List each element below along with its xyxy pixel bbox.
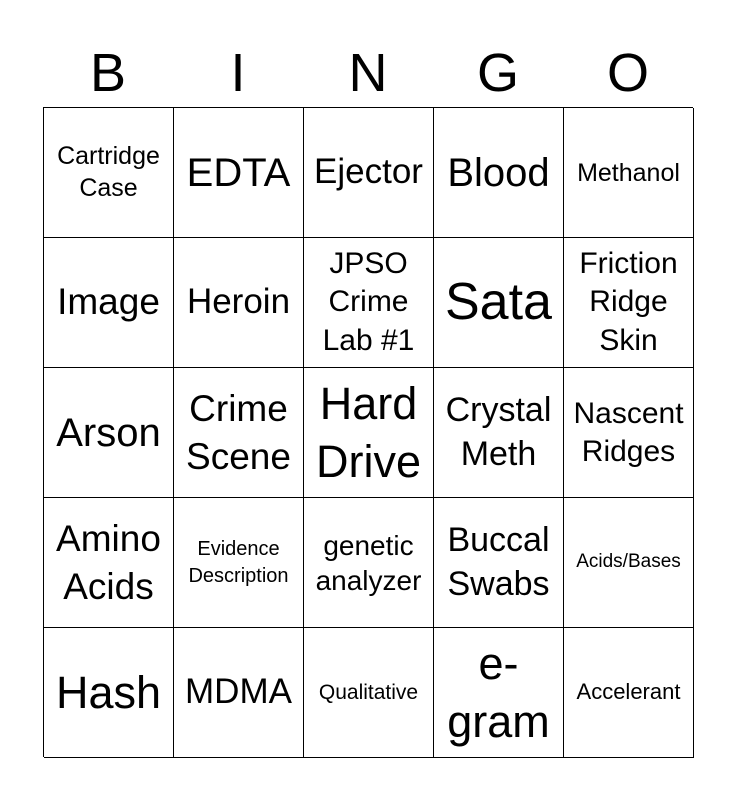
bingo-cell[interactable]: Evidence Description bbox=[174, 498, 304, 628]
bingo-cell[interactable]: Qualitative bbox=[304, 628, 434, 758]
bingo-cell[interactable]: Crime Scene bbox=[174, 368, 304, 498]
bingo-cell[interactable]: Crystal Meth bbox=[434, 368, 564, 498]
header-letter-n: N bbox=[348, 43, 388, 103]
bingo-cell[interactable]: e-gram bbox=[434, 628, 564, 758]
bingo-cell[interactable]: Hash bbox=[44, 628, 174, 758]
bingo-cell[interactable]: Acids/Bases bbox=[564, 498, 694, 628]
bingo-cell[interactable]: MDMA bbox=[174, 628, 304, 758]
bingo-cell[interactable]: Amino Acids bbox=[44, 498, 174, 628]
bingo-cell[interactable]: Accelerant bbox=[564, 628, 694, 758]
bingo-cell[interactable]: Arson bbox=[44, 368, 174, 498]
header-letter-i: I bbox=[230, 43, 246, 103]
bingo-board bbox=[43, 107, 693, 757]
header-letter-g: G bbox=[476, 43, 519, 103]
bingo-cell[interactable]: genetic analyzer bbox=[304, 498, 434, 628]
bingo-cell[interactable]: Sata bbox=[434, 238, 564, 368]
bingo-cell[interactable]: Methanol bbox=[564, 108, 694, 238]
bingo-cell[interactable]: Cartridge Case bbox=[44, 108, 174, 238]
bingo-cell[interactable]: Blood bbox=[434, 108, 564, 238]
bingo-cell[interactable]: Friction Ridge Skin bbox=[564, 238, 694, 368]
header-letter-o: O bbox=[606, 43, 649, 103]
bingo-cell[interactable]: Hard Drive bbox=[304, 368, 434, 498]
bingo-cell[interactable]: Ejector bbox=[304, 108, 434, 238]
bingo-header bbox=[43, 40, 693, 106]
header-letter-b: B bbox=[89, 43, 127, 103]
bingo-cell[interactable]: Nascent Ridges bbox=[564, 368, 694, 498]
bingo-cell[interactable]: Image bbox=[44, 238, 174, 368]
bingo-cell[interactable]: Buccal Swabs bbox=[434, 498, 564, 628]
bingo-cell[interactable]: Heroin bbox=[174, 238, 304, 368]
bingo-cell[interactable]: EDTA bbox=[174, 108, 304, 238]
bingo-cell[interactable]: JPSO Crime Lab #1 bbox=[304, 238, 434, 368]
